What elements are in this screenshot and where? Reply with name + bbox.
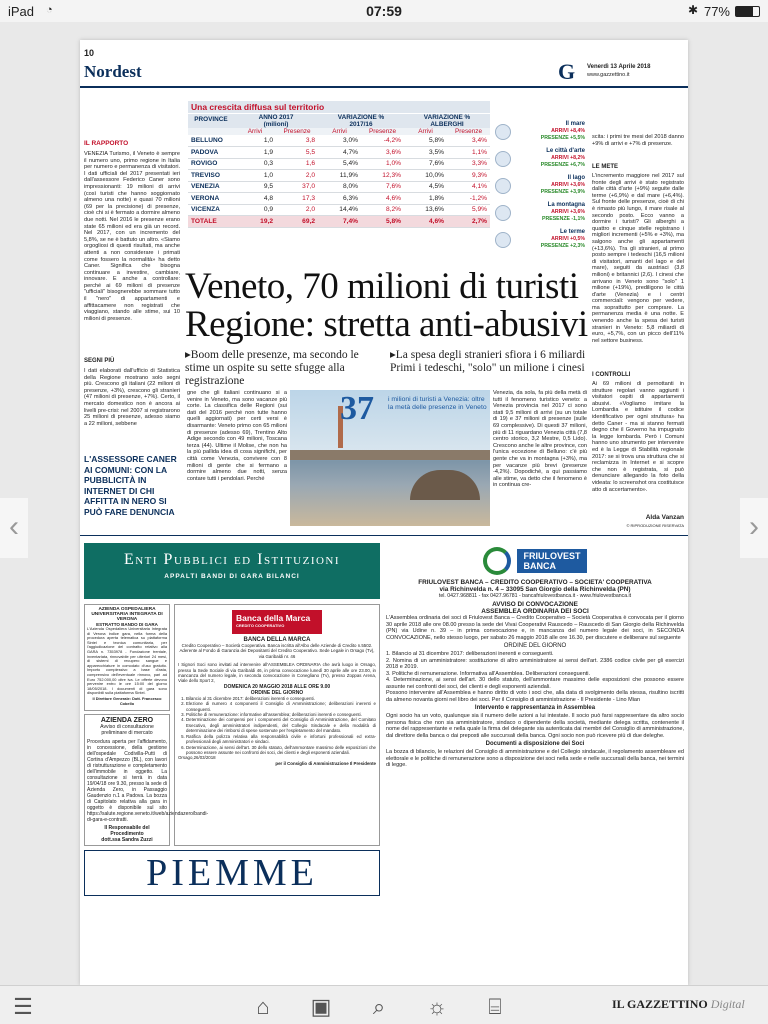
value-cell: 3,8 (276, 135, 318, 147)
table-header (188, 114, 490, 128)
zero-title: AZIENDA ZERO (100, 717, 154, 724)
kicker-2 (390, 349, 590, 375)
value-cell: 0,3 (234, 158, 276, 170)
banca-marca-date-place: Orsago,26/03/2018 (178, 755, 216, 761)
market-name: Il lago (567, 175, 585, 181)
wifi-icon: ◔ (46, 4, 53, 16)
market-item (495, 118, 585, 145)
col-province: PROVINCE (194, 116, 228, 123)
value-cell: 8,0% (318, 181, 361, 193)
right-subhead-controlli: I CONTROLLI (592, 372, 631, 378)
kicker-1 (185, 349, 385, 388)
banca-marca-odg: ORDINE DEL GIORNO (250, 689, 304, 696)
bcc-logo-icon (483, 547, 511, 575)
market-arrivi: ARRIVI +0,5% (551, 236, 585, 242)
market-presenze: PRESENZE -1,1% (542, 216, 585, 222)
subhdr-cell: Arrivi (247, 128, 263, 135)
pages-icon[interactable]: ▣ (310, 994, 332, 1019)
friulovest-title: FRIULOVEST BANCA – CREDITO COOPERATIVO – SOCIETA' COOPERATIVA (418, 579, 652, 586)
headline-line-2: Regione: stretta anti-abusivi (185, 304, 588, 345)
enti-title: Enti Pubblici ed Istituzioni (123, 551, 341, 568)
friulovest-text-3: Ogni socio ha un voto, qualunque sia il numero delle azioni a lui intestate. Il socio può farsi rappresentare da altro socio persona fisica che non sia amministratore, sindaco o dipendente della società, mediante delega scritta, contenente il nome del rappresentante e nella quale la firma del delegante sia autenticata dai membri del Consiglio di amministrazione, dal direttore della banca o dai preposti alle succursali della banca. Ogni socio non può ricevere più di due deleghe. (386, 713, 684, 739)
value-cell: 1,0 (234, 135, 276, 147)
friulovest-contact: tel. 0427.968811 - fax 0427.96781 - bancafriulovestbanca.it - www.friulovestbanca.it (438, 593, 632, 599)
newspaper-page[interactable] (80, 40, 688, 985)
markets-panel (495, 118, 585, 253)
subhdr-cell: Presenze (455, 128, 482, 135)
app-brand-name: IL GAZZETTINO (612, 997, 708, 1011)
azienda-title: AZIENDA OSPEDALIERA UNIVERSITARIA INTEGRATA DI VERONA (91, 607, 163, 622)
total-cell: 19,2 (234, 216, 276, 228)
market-text (542, 202, 585, 223)
device-name: iPad (8, 4, 35, 19)
odg-item: 4. Determinazione dei compensi per i componenti del Consiglio di Amministrazione, del Comitato Esecutivo, degli amministratori indipendenti, del Collegio Sindacale e della modalità di determinazione dei rimborsi di spese sostenute per l'espletamento del mandato. (186, 717, 376, 733)
enti-banner (84, 543, 380, 599)
big-number: 37 (340, 390, 374, 427)
value-cell: 1,8% (404, 193, 447, 205)
page-date: Venerdì 13 Aprile 2018 (587, 64, 651, 70)
market-text (541, 121, 585, 142)
value-cell: 0,9 (234, 204, 276, 216)
right-text-controlli: Ai 69 milioni di pernottanti in strutture regolari vanno aggiunti i visitatori ospiti di appartamenti abusivi. «Vogliamo imitare la Lombardia e istituire il codice identificativo per ogni struttura» ha detto Caner - ma si stanno fermati degno che il Governo ha impugnato la legge lombarda. Però i Comuni hanno uno strumento per intervenire ed è la Legge di Stabilità regionale 2017: se si trova una struttura che si reclamizza in Internet e si scopre che non è registrata, si può denunciare allegando la foto della videata: lo screenshot ora costituisce atto di accertamento». (592, 381, 684, 493)
bluetooth-icon: ✱ (687, 3, 698, 17)
value-cell: 1,1% (447, 147, 490, 159)
zero-signature-2: dott.ssa Sandra Zuzzi (101, 837, 153, 843)
market-arrivi: ARRIVI +8,4% (551, 128, 585, 134)
value-cell: 3,5% (404, 147, 447, 159)
market-text (541, 229, 585, 250)
banca-marca-text: I Signori Soci sono invitati ad intervenire all'ASSEMBLEA ORDINARIA che avrà luogo in Orsago, presso la Sede Sociale di via Garibaldi 46, in prima convocazione lunedì 30 aprile alle ore 23.00, in mancanza del numero legale, in seconda convocazione in Conegliano (Tv), presso Zoppas Arena, Viale dello Sport 2, (178, 662, 376, 684)
author: Alda Vanzan (645, 514, 684, 521)
right-subhead-mete: LE METE (592, 164, 619, 170)
total-cell: 2,7% (447, 216, 490, 228)
col-variazione (318, 114, 404, 128)
azienda-signature: Il Direttore Generale: Dott. Francesco Cobello (92, 695, 162, 707)
value-cell: 10,0% (404, 170, 447, 182)
odg-item: 5. Ratifica della polizza relativa alla responsabilità civile e infortuni professionali ed extra-professionali degli amministratori e sindaci. (186, 734, 376, 745)
value-cell: 3,6% (361, 147, 404, 159)
value-cell: -4,2% (361, 135, 404, 147)
bottom-toolbar (0, 985, 768, 1024)
value-cell: 12,3% (361, 170, 404, 182)
market-presenze: PRESENZE +2,3% (540, 243, 585, 249)
zero-text: Procedura aperta per l'affidamento, in concessione, della gestione dell'ospedale Codivilla-Putti di Cortina d'Ampezzo (BL), con lavori di ristrutturazione e completamento dell'immobile in oggetto. La consultazione si terrà in data 19/04/18 ore 9.30, presso la sede di Azienda Zero, in Passaggio Gaudenzio n.1 a Padova. La bozza di Capitolato relativa alla gara in oggetto è disponibile sul sito https://salute.regione.veneto.it/web/aziendazero/bandi-di-gara-e-contratti. (87, 739, 209, 823)
value-cell: -1,2% (447, 193, 490, 205)
value-cell: 5,9% (447, 204, 490, 216)
province-cell: VICENZA (188, 204, 234, 216)
stats-table (188, 114, 490, 228)
col-anno (234, 114, 318, 128)
azienda-text: L'Azienda Ospedaliera Universitaria Integrata di Verona indice gara, nella forma della procedura aperta telematica su piattaforma Sintel e tecnica comunitaria, per l'aggiudicazione del contratto relativo alla GARA n. 7353978 - Fondazione trentale, inventariata, rinnovabile per ulteriori 24 mesi, di sistemi di recupero sangue e apparecchiature in comodato d'uso gratuito. Importo complessivo a base d'asta, comprensivo dell'eventuale rinnovo, pari ad Euro 752.000,00 oltre iva. Le offerte devono pervenire entro le ore 15:00 del giorno 18/05/2018. I documenti di gara sono disponibili sulla piattaforma Sintel. (87, 626, 167, 696)
value-cell: 5,5 (276, 147, 318, 159)
bookmark-icon[interactable]: ⌸ (488, 994, 502, 1019)
value-cell: 1,0 (234, 170, 276, 182)
total-cell: 69,2 (276, 216, 318, 228)
friulovest-subhead-2: Intervento e rappresentanza in Assemblea (474, 705, 596, 711)
total-cell: 5,8% (361, 216, 404, 228)
market-icon (495, 151, 511, 167)
market-arrivi: ARRIVI +3,6% (551, 209, 585, 215)
page-number: 10 (84, 48, 95, 58)
province-cell: VENEZIA (188, 181, 234, 193)
market-item (495, 199, 585, 226)
odg-item: 3. Politiche di remunerazione: informative all'assemblea; deliberazioni inerenti e conseguenti. (186, 712, 376, 717)
friulovest-text: L'Assemblea ordinaria dei soci di Friulovest Banca – Credito Cooperativo – Società Cooperativa è convocata per il giorno 30 aprile 2018 alle ore 08.00 presso la sede dei Vivai Cooperativi Rauscedo – Rauscedo di San Giorgio della Richinvelda (PN) via Udine n. 39 – in prima convocazione e, in mancanza del numero legale dei soci, in SECONDA CONVOCAZIONE, nello stesso luogo, per sabato 26 maggio 2018 alle ore 16.30, per discutere e deliberare sul seguente (386, 615, 684, 641)
zero-signature-1: Il Responsabile del Procedimento (104, 825, 150, 837)
sidebar-label: IL RAPPORTO (84, 140, 129, 147)
odg-item: 2. Nomina di un amministratore: sostituzione di altro amministratore ai sensi dell'art. 2386 codice civile per gli esercizi 2018 e 2019. (386, 657, 684, 670)
value-cell: 3,4% (447, 135, 490, 147)
kicker-2-arrow-icon: ▸ (390, 349, 396, 361)
value-cell: 5,4% (318, 158, 361, 170)
table-row (188, 193, 490, 205)
value-cell: 9,5 (234, 181, 276, 193)
market-text (541, 148, 585, 169)
brightness-icon[interactable]: ☼ (426, 994, 448, 1019)
market-text (541, 175, 585, 196)
market-item (495, 145, 585, 172)
table-row (188, 181, 490, 193)
friulovest-text-4: La bozza di bilancio, le relazioni del Consiglio di amministrazione e del Collegio sindacale, il regolamento assembleare ed elettorale e le politiche di remunerazione sono a disposizione dei soci nella sede e nelle succursali della banca, nei termini di legge. (386, 749, 684, 768)
next-page-arrow[interactable]: › (740, 498, 768, 558)
friulovest-odg: ORDINE DEL GIORNO (503, 643, 567, 649)
table-row (188, 170, 490, 182)
col-alberghi-label: VARIAZIONE % (423, 114, 471, 121)
value-cell: 4,6% (361, 193, 404, 205)
banca-marca-logo (232, 610, 322, 634)
sidebar-text-2: I dati elaborati dall'ufficio di Statistica della Regione mostrano solo segni più. Crescono gli italiani (22 milioni di presenze, +3%), crescono gli stranieri (47 milioni di presenze, +7%). Certo, il mercato domestico non è ancora ai livelli pre-crisi: nel 2007 si registrarono 25 milioni di presenze, adesso siamo a 22 milioni, sebbene (84, 368, 180, 427)
kicker-1-arrow-icon: ▸ (185, 349, 191, 361)
subhdr-cell: Presenze (283, 128, 311, 135)
skyline-shape (290, 450, 490, 460)
friulovest-address: via Richinvelda n. 4 – 33095 San Giorgio della Richinvelda (PN) (439, 586, 631, 593)
section-title: Nordest (84, 62, 142, 81)
friulovest-badge (517, 549, 586, 573)
banca-marca-signature: per il Consiglio di Amministrazione Il Presidente (275, 760, 376, 766)
value-cell: 1,0% (361, 158, 404, 170)
table-row (188, 147, 490, 159)
table-total-row (188, 216, 490, 228)
big-number-caption: i milioni di turisti a Venezia: oltre la metà delle presenze in Veneto (388, 396, 487, 411)
odg-item: 2. Elezione di numero 4 componenti il Consiglio di Amministrazione; deliberazioni inerenti e conseguenti. (186, 701, 376, 712)
ad-azienda-ospedaliera (84, 604, 170, 711)
kicker-1-text: Boom delle presenze, ma secondo le stime un ospite su sette sfugge alla registrazione (185, 349, 359, 387)
market-name: Il mare (565, 121, 585, 127)
market-name: Le terme (559, 229, 585, 235)
province-cell: ROVIGO (188, 158, 234, 170)
value-cell: 4,8 (234, 193, 276, 205)
province-cell: TREVISO (188, 170, 234, 182)
battery-percent: 77% (703, 4, 730, 19)
odg-item: 1. Bilancio al 31 dicembre 2017: deliberazioni inerenti e conseguenti. (386, 651, 554, 657)
rights: © RIPRODUZIONE RISERVATA (626, 523, 684, 528)
col-anno-unit: (milioni) (263, 121, 289, 128)
table-row (188, 158, 490, 170)
clock: 07:59 (366, 3, 402, 19)
col-anno-label: ANNO 2017 (258, 114, 294, 121)
gazzettino-logo: G (558, 59, 576, 84)
value-cell: 3,3% (447, 158, 490, 170)
value-cell: 1,9 (234, 147, 276, 159)
total-cell: 4,6% (404, 216, 447, 228)
odg-item: 1. Bilancio al 31 dicembre 2017: deliberazioni inerenti e conseguenti. (186, 696, 376, 701)
friulovest-subhead-3: Documenti a disposizione dei Soci (485, 741, 585, 747)
province-cell: BELLUNO (188, 135, 234, 147)
right-intro: scita: i primi tre mesi del 2018 danno +9% di arrivi e +7% di presenze. (592, 134, 684, 147)
friulovest-items (386, 651, 684, 690)
value-cell: 13,6% (404, 204, 447, 216)
section-divider (80, 535, 688, 536)
province-cell: VERONA (188, 193, 234, 205)
table-body (188, 135, 490, 228)
table-row (188, 204, 490, 216)
friulovest-avviso: AVVISO DI CONVOCAZIONE (492, 601, 578, 608)
banca-marca-items (178, 696, 376, 755)
odg-item: 3. Politiche di remunerazione. Informativa all'Assemblea. Deliberazioni conseguenti. (386, 670, 591, 677)
banca-marca-title: BANCA DELLA MARCA (243, 637, 311, 643)
table-row (188, 135, 490, 147)
friulovest-text-2: Possono intervenire all'Assemblea e hanno diritto di voto i soci che, alla data di svolgimento della stessa, risultino iscritti da almeno novanta giorni nel libro dei soci. Per il Consiglio di amministrazione - Il Presidente - Lino Mian (386, 690, 684, 703)
market-icon (495, 124, 511, 140)
subhdr-cell: Arrivi (332, 128, 347, 135)
friulovest-badge-sub: BANCA (523, 561, 556, 571)
market-presenze: PRESENZE +5,5% (540, 135, 585, 141)
total-cell: TOTALE (188, 216, 234, 228)
value-cell: 9,3% (447, 170, 490, 182)
market-item (495, 172, 585, 199)
value-cell: 2,0 (276, 204, 318, 216)
market-item (495, 226, 585, 253)
sidebar-subhead: SEGNI PIÙ (84, 358, 115, 364)
header-rule (80, 86, 688, 88)
table-title: Una crescita diffusa sul territorio (188, 101, 490, 113)
right-text-mete: L'incremento maggiore nel 2017 sul fronte degli arrivi è stato registrato dalle città d'arte (+9%) seguite dalle terme (+6,9%) e dal mare (+6,4%). Sul fronte delle presenze, cioè di chi è rimasto più lungo, il mare risale al secondo posto. Ecco vanno a dormire i turisti? Gli alberghi a quattro e cinque stelle registrano i migliori incrementi (+5% e +3%), ma salgono anche gli appartamenti (+13,6%). Tra gli stranieri, al primo posto sempre i tedeschi (16,5 milioni di visitatori, amanti del lago e del mare), seguiti da austriaci (3,8 milioni) e britannici (2,6). I cinesi che arrivano in Veneto sono "solo" 1 milione (+19%), prediligono le città d'arte (Venezia) e i centri commerciali: vengono per vedere, ma soprattutto per comprare. La permanenza media è una notte. E venendo anche la spesa dei turisti stranieri in Veneto: 5,8 miliardi di euro, +5,7%, con un picco dell'11% nel settore business. (592, 173, 684, 344)
odg-item: 4. Determinazione, ai sensi dell'art. 30 dello statuto, dell'ammontare massimo delle esposizioni che possono essere assunte nei confronti dei soci, dei clienti e degli esponenti aziendali. (386, 677, 684, 690)
value-cell: 8,2% (361, 204, 404, 216)
status-bar (0, 0, 768, 22)
ad-banca-della-marca (174, 604, 380, 846)
banca-marca-date: DOMENICA 20 MAGGIO 2018 ALLE ORE 9.00 (223, 683, 331, 690)
pull-quote: L'ASSESSORE CANER AI COMUNI: CON LA PUBBLICITÀ IN INTERNET DI CHI AFFITTA IN NERO SI PUÒ FARE DENUNCIA (84, 454, 177, 517)
value-cell: 5,8% (404, 135, 447, 147)
market-name: La montagna (547, 202, 585, 208)
province-cell: PADOVA (188, 147, 234, 159)
zero-subtitle: Avviso di consultazione preliminare di mercato (100, 724, 154, 736)
col-alberghi-sub: ALBERGHI (430, 121, 464, 128)
market-arrivi: ARRIVI +3,6% (551, 182, 585, 188)
table-subheader (188, 128, 490, 135)
market-presenze: PRESENZE +6,7% (540, 162, 585, 168)
battery-icon (735, 6, 760, 17)
banca-marca-logo-text: Banca della Marca (236, 613, 311, 623)
piemme-logo: PIEMME (84, 850, 380, 896)
kicker-2-text: La spesa degli stranieri sfiora i 6 miliardi Primi i tedeschi, "solo" un milione i cinesi (390, 349, 586, 374)
friulovest-badge-name: FRIULOVEST (523, 551, 581, 561)
value-cell: 4,1% (447, 181, 490, 193)
friulovest-assemblea: ASSEMBLEA ORDINARIA DEI SOCI (481, 608, 589, 615)
col-variazione-period: 2017/16 (349, 121, 373, 128)
value-cell: 2,0 (276, 170, 318, 182)
banca-marca-sub: Credito Cooperativo – Società Cooperativa. Banca iscritta all'Albo delle Aziende di Credito n.5502. Aderente al Fondo di Garanzia dei Depositanti del Credito Cooperativo. Sede Legale in Orsago (Tv), via Garibaldi nr. 46 (179, 643, 375, 659)
market-icon (495, 178, 511, 194)
enti-subtitle: APPALTI BANDI DI GARA BILANCI (164, 573, 300, 580)
total-cell: 7,4% (318, 216, 361, 228)
value-cell: 37,0 (276, 181, 318, 193)
subhdr-blank (188, 128, 234, 135)
value-cell: 7,6% (361, 181, 404, 193)
page-site: www.gazzettino.it (587, 72, 630, 78)
value-cell: 4,7% (318, 147, 361, 159)
value-cell: 11,9% (318, 170, 361, 182)
odg-item: 6. Determinazione, ai sensi dell'art. 30 dello statuto, dell'ammontare massimo delle esposizioni che possono essere assunte nei confronti dei soci, dei clienti e degli esponenti aziendali. (186, 745, 376, 756)
value-cell: 7,6% (404, 158, 447, 170)
azienda-subtitle: ESTRATTO BANDO DI GARA (96, 622, 158, 627)
market-arrivi: ARRIVI +8,2% (551, 155, 585, 161)
ad-friulovest (386, 543, 684, 896)
value-cell: 17,3 (276, 193, 318, 205)
home-icon[interactable]: ⌂ (256, 994, 270, 1019)
app-brand-edition: Digital (710, 997, 745, 1011)
prev-page-arrow[interactable]: ‹ (0, 498, 28, 558)
subhdr-cell: Arrivi (418, 128, 433, 135)
menu-icon[interactable]: ☰ (13, 994, 33, 1019)
article-col-2: gne che gli italiani continuano si a venire in Veneto, ma sono vacanze più corte. La classifica delle Regioni (sui dati del 2016 perché non tutte hanno quelli aggiornati) per certi versi è disarmante: Veneto primo con 65 milioni di presenze (adesso 69), Trentino Alto Adige secondo con 49 milioni, Toscana terza (44). Ultime il Molise, che non ha la più pallida idea di cosa significhi, per città come Venezia, convivere con 8 milioni di gente che si fermano a dormire almeno due notti, senza contare tutti i pendolari. Perché (187, 390, 287, 482)
value-cell: 4,5% (404, 181, 447, 193)
search-icon[interactable]: ⌕ (372, 994, 386, 1019)
market-icon (495, 205, 511, 221)
value-cell: 1,6 (276, 158, 318, 170)
market-name: Le città d'arte (546, 148, 585, 154)
value-cell: 3,0% (318, 135, 361, 147)
col-variazione-label: VARIAZIONE % (337, 114, 385, 121)
people-silhouette (410, 470, 480, 500)
article-col-4: Venezia, da sola, fa più della metà di tutti il fenomeno turistico veneto: a Venezia provincia nel 2017 ci sono stati 9,5 milioni di arrivi (su un totale di 19) e 37 milioni di presenze (sulle 69 complessive). Di questi 37 milioni, più di 11 riguardano Venezia città (7,8 centro storico, 3,2 Mestre, 0,5 Lido). Crescono anche le altre province, con l'unica eccezione di Belluno: c'è più gente che va in montagna (+3%), ma per vacanze più brevi (presenze -4,2%). Dopodiché, a qui passiamo alle stime, va detto che il fenomeno è in continua cre- (493, 390, 587, 489)
banca-marca-logo-sub: CREDITO COOPERATIVO (236, 623, 285, 628)
friulovest-logo (386, 547, 684, 575)
sidebar-text: VENEZIA Turismo, il Veneto è sempre il numero uno, primo regione in Italia per numero e permanenza di visitatori. I dati ufficiali del 2017 presentati ieri dall'assessore Federico Caner sono impressionanti: 19 milioni di arrivi (così turisti che hanno soggiornato almeno una notte) e quasi 70 milioni (69 per la precisione) di presenze, cioè chi si è fermato a dormire almeno due notti. Nel 2016 le presenze erano state 65 milioni ed era già un record. Nel 2017, con un incremento del 5,8%, se ne è battuto un altro. «Siamo orgogliosi di questi risultati, ma anche attenti a non considerare i primati come fossero la normalità» ha detto Caner. Significa che bisogna continuare a investire, cambiare, innovare. E anche a controllare: perché ai 69 milioni di presenze "ufficiali" bisognerebbe sommare tutto il "nero" di appartamenti e affittacamere non registrati che viaggiano, stando alle stime, sui 10 milioni di presenze. (84, 151, 180, 322)
market-presenze: PRESENZE +3,9% (540, 189, 585, 195)
col-alberghi (404, 114, 490, 128)
subhdr-cell: Presenze (369, 128, 396, 135)
headline-line-1: Veneto, 70 milioni di turisti (185, 266, 579, 307)
market-icon (495, 232, 511, 248)
value-cell: 14,4% (318, 204, 361, 216)
value-cell: 6,3% (318, 193, 361, 205)
app-brand (612, 997, 745, 1012)
